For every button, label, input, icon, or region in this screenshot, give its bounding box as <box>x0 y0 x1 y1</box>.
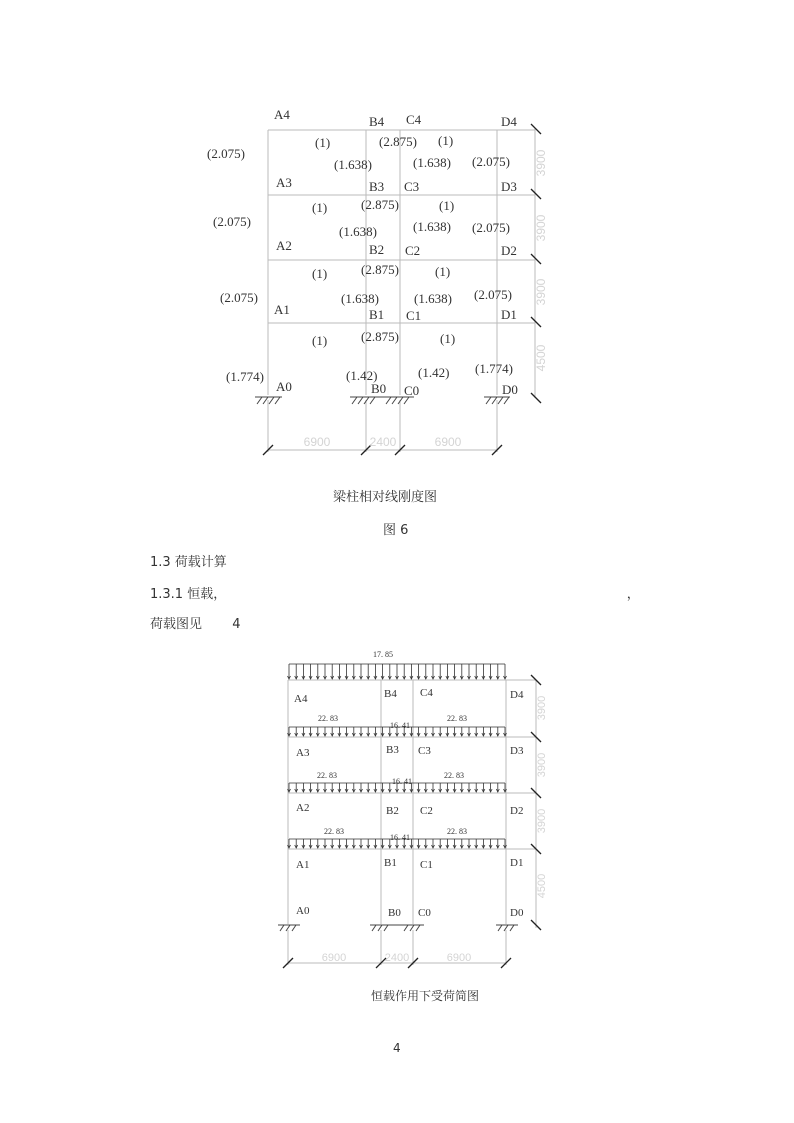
dim-h3: 3900 <box>534 214 548 242</box>
node-d2: D2 <box>501 243 517 258</box>
stiffness-values <box>207 133 513 384</box>
dead-load-diagram <box>278 650 548 968</box>
f2-col-b: (1.638) <box>341 291 379 306</box>
dim-h4: 3900 <box>534 149 548 177</box>
load-arrows <box>288 664 507 848</box>
dim-h2: 3900 <box>534 278 548 306</box>
f1-col-b: (1.42) <box>346 368 378 383</box>
para-line2-num: 4 <box>232 617 241 632</box>
f3-col-d: (2.075) <box>472 220 510 235</box>
f2-beam-ab: (1) <box>312 266 328 281</box>
n2-b2: B2 <box>386 805 399 817</box>
n2-b0: B0 <box>388 907 401 919</box>
para-prefix: 1.3.1 恒载， <box>150 587 227 602</box>
f1-beam-cd: (1) <box>440 331 456 346</box>
section-heading <box>150 551 227 570</box>
fixed-supports <box>255 397 510 404</box>
frame2-supports <box>278 925 518 931</box>
dim2-h3: 3900 <box>536 752 548 778</box>
n2-a4: A4 <box>294 693 308 705</box>
dim2-h4: 3900 <box>536 695 548 721</box>
section-paragraph <box>150 583 690 602</box>
node-d1: D1 <box>501 307 517 322</box>
roof-load: 17. 85 <box>373 650 393 659</box>
node-b3: B3 <box>369 179 385 194</box>
node-labels <box>274 107 518 398</box>
n2-d4: D4 <box>510 689 524 701</box>
f2-beam-cd: (1) <box>435 264 451 279</box>
n2-a3: A3 <box>296 747 310 759</box>
node-c2: C2 <box>405 243 421 258</box>
figure2-caption: 恒载作用下受荷简图 <box>371 989 480 1003</box>
f3-beam-ab: (1) <box>312 200 328 215</box>
f1-beam-ab: (1) <box>312 333 328 348</box>
figure1-caption: 梁柱相对线刚度图 <box>333 490 438 505</box>
dim2-span-bc: 2400 <box>384 952 410 964</box>
n2-b3: B3 <box>386 744 399 756</box>
n2-c0: C0 <box>418 907 431 919</box>
dim2-h2: 3900 <box>536 808 548 834</box>
n2-a1: A1 <box>296 859 310 871</box>
n2-c4: C4 <box>420 687 433 699</box>
node-a2: A2 <box>276 238 292 253</box>
para-suffix: ， <box>626 587 640 602</box>
dim2-h1: 4500 <box>536 873 548 899</box>
f3-side-load-cd: 22. 83 <box>444 771 464 780</box>
f3-col-outer: (2.075) <box>213 214 251 229</box>
roof-load-arrows <box>288 664 507 679</box>
f1-col-a: (1.774) <box>226 369 264 384</box>
f4-col-c: (1.638) <box>413 155 451 170</box>
f4-beam-bc: (2.875) <box>379 134 417 149</box>
f2-beam-bc: (2.875) <box>361 262 399 277</box>
f3-beam-cd: (1) <box>439 198 455 213</box>
f2-col-outer: (2.075) <box>220 290 258 305</box>
figure1-label: 图 6 <box>383 523 409 538</box>
f3-col-c: (1.638) <box>413 219 451 234</box>
node-c1: C1 <box>406 308 422 323</box>
f3-beam-bc: (2.875) <box>361 197 399 212</box>
node-a1: A1 <box>274 302 290 317</box>
page-number: 4 <box>393 1041 401 1055</box>
node-c4: C4 <box>406 112 422 127</box>
f1-col-d: (1.774) <box>475 361 513 376</box>
f1-beam-bc: (2.875) <box>361 329 399 344</box>
node-a3: A3 <box>276 175 292 190</box>
n2-d3: D3 <box>510 745 524 757</box>
f2-mid-load: 16. 41 <box>390 833 410 842</box>
node-d4: D4 <box>501 114 517 129</box>
node-b0: B0 <box>371 381 387 396</box>
f3-side-load: 22. 83 <box>317 771 337 780</box>
f4-col-d: (2.075) <box>472 154 510 169</box>
section-paragraph-line2 <box>150 613 241 632</box>
node-a4: A4 <box>274 107 290 122</box>
f4-side-load-cd: 22. 83 <box>447 714 467 723</box>
f2-side-load: 22. 83 <box>324 827 344 836</box>
f4-beam-cd: (1) <box>438 133 454 148</box>
n2-a0: A0 <box>296 905 310 917</box>
f2-col-c: (1.638) <box>414 291 452 306</box>
n2-a2: A2 <box>296 802 310 814</box>
node-d3: D3 <box>501 179 517 194</box>
f4-col-outer: (2.075) <box>207 146 245 161</box>
f1-col-c: (1.42) <box>418 365 450 380</box>
dim2-span-ab: 6900 <box>321 952 347 964</box>
f2-col-d: (2.075) <box>474 287 512 302</box>
f2-side-load-cd: 22. 83 <box>447 827 467 836</box>
node-c3: C3 <box>404 179 420 194</box>
f4-side-load: 22. 83 <box>318 714 338 723</box>
dim-span-bc: 2400 <box>369 435 397 449</box>
n2-b1: B1 <box>384 857 397 869</box>
n2-c1: C1 <box>420 859 433 871</box>
node-d0: D0 <box>502 382 518 397</box>
dim2-span-cd: 6900 <box>446 952 472 964</box>
n2-c2: C2 <box>420 805 433 817</box>
f3-mid-load: 16. 41 <box>392 777 412 786</box>
node-c0: C0 <box>404 383 420 398</box>
f4-mid-load: 16. 41 <box>390 721 410 730</box>
f3-col-b: (1.638) <box>339 224 377 239</box>
dim-h1: 4500 <box>534 344 548 372</box>
f4-col-b: (1.638) <box>334 157 372 172</box>
f4-beam-ab: (1) <box>315 135 331 150</box>
n2-d2: D2 <box>510 805 524 817</box>
dim-span-ab: 6900 <box>303 435 331 449</box>
node-b2: B2 <box>369 242 385 257</box>
section-heading-text: 1.3 荷载计算 <box>150 555 227 570</box>
dim-span-cd: 6900 <box>434 435 462 449</box>
n2-d0: D0 <box>510 907 524 919</box>
n2-d1: D1 <box>510 857 524 869</box>
node-a0: A0 <box>276 379 292 394</box>
node-b4: B4 <box>369 114 385 129</box>
para-line2-prefix: 荷载图见 <box>150 617 203 632</box>
node-b1: B1 <box>369 307 385 322</box>
n2-b4: B4 <box>384 688 397 700</box>
n2-c3: C3 <box>418 745 431 757</box>
